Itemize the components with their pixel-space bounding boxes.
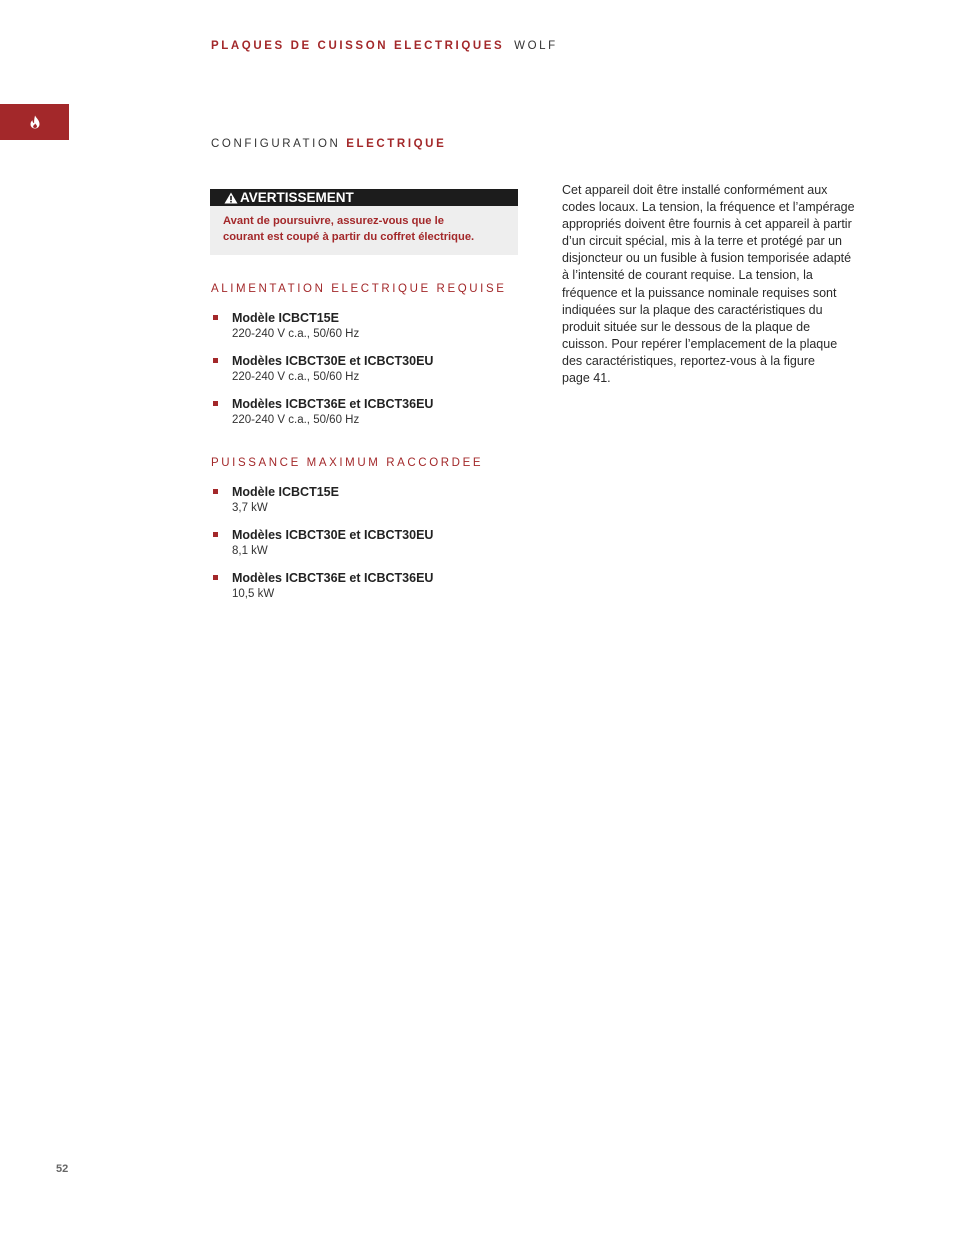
bullet-icon [213, 532, 218, 537]
list-item [211, 353, 531, 396]
list-item [211, 310, 531, 353]
bullet-icon [213, 489, 218, 494]
warning-text-line: courant est coupé à partir du coffret électrique. [223, 231, 475, 243]
body-line: indiquées sur la plaque des caractéristiques du [562, 302, 823, 317]
spec-value: 3,7 kW [232, 502, 268, 514]
bullet-icon [213, 315, 218, 320]
body-line: Cet appareil doit être installé conformément aux [562, 183, 828, 197]
spec-model: Modèles ICBCT36E et ICBCT36EU [232, 571, 434, 585]
spec-model: Modèles ICBCT30E et ICBCT30EU [232, 528, 434, 542]
spec-model: Modèles ICBCT30E et ICBCT30EU [232, 354, 434, 368]
body-line: produit située sur le dessous de la plaque de [562, 319, 811, 334]
body-line: à l’intensité de courant requise. La tension, la [562, 268, 813, 283]
body-line: appropriés doivent être fournis à cet appareil à partir [562, 217, 852, 232]
spec-model: Modèle ICBCT15E [232, 311, 339, 325]
running-head-brand: WOLF [514, 40, 558, 52]
body-line: d’un circuit spécial, mis à la terre et protégé par un [562, 234, 842, 249]
spec-value: 220-240 V c.a., 50/60 Hz [232, 328, 360, 340]
list-item [211, 484, 531, 527]
warning-label: AVERTISSEMENT [240, 190, 354, 205]
section-title-plain: CONFIGURATION [211, 138, 341, 150]
warning-box [210, 189, 518, 255]
running-head [211, 40, 558, 52]
warning-text-line: Avant de poursuivre, assurez-vous que le [223, 215, 444, 227]
list-item [211, 570, 531, 613]
body-line: des caractéristiques, reportez-vous à la figure [562, 353, 815, 368]
max-power-list [211, 484, 531, 613]
body-line: codes locaux. La tension, la fréquence et l’ampérage [562, 200, 855, 215]
max-power-heading: PUISSANCE MAXIMUM RACCORDEE [211, 457, 484, 469]
bullet-icon [213, 575, 218, 580]
spec-value: 220-240 V c.a., 50/60 Hz [232, 371, 360, 383]
spec-model: Modèle ICBCT15E [232, 485, 339, 499]
warning-triangle-icon [224, 192, 238, 204]
list-item [211, 396, 531, 439]
spec-value: 10,5 kW [232, 588, 275, 600]
body-line: fréquence et la puissance nominale requises sont [562, 285, 837, 300]
spec-model: Modèles ICBCT36E et ICBCT36EU [232, 397, 434, 411]
body-line: cuisson. Pour repérer l’emplacement de la plaque [562, 336, 838, 351]
body-line: disjoncteur ou un fusible à fusion temporisée adapté [562, 251, 852, 266]
body-paragraph [562, 182, 887, 387]
power-supply-heading: ALIMENTATION ELECTRIQUE REQUISE [211, 283, 507, 295]
warning-text [210, 206, 518, 245]
bullet-icon [213, 358, 218, 363]
body-line: page 41. [562, 371, 611, 386]
section-title-accent: ELECTRIQUE [346, 138, 447, 150]
list-item [211, 527, 531, 570]
spec-value: 8,1 kW [232, 545, 268, 557]
running-head-title: PLAQUES DE CUISSON ELECTRIQUES [211, 40, 505, 52]
spec-value: 220-240 V c.a., 50/60 Hz [232, 414, 360, 426]
power-supply-list [211, 310, 531, 439]
bullet-icon [213, 401, 218, 406]
section-title [211, 138, 446, 150]
warning-header [210, 189, 518, 206]
flame-icon [29, 115, 41, 129]
page-number: 52 [56, 1163, 69, 1175]
side-tab [0, 104, 69, 140]
